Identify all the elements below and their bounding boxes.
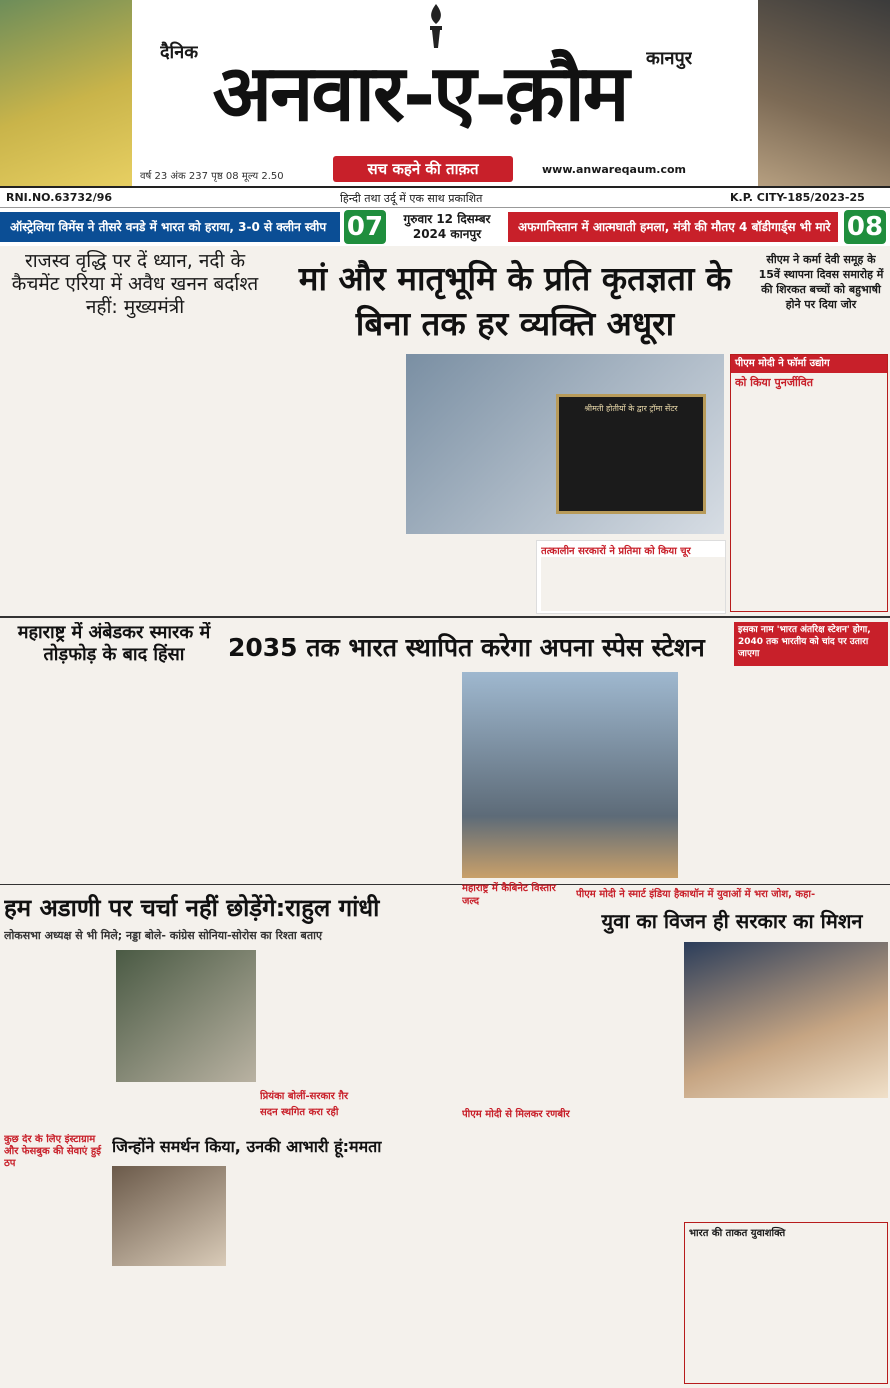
- ticker-left-page[interactable]: 07: [344, 210, 386, 244]
- story-mining-headline[interactable]: राजस्व वृद्धि पर दें ध्यान, नदी के कैचमेंट एरिया में अवैध खनन बर्दाश्त नहीं: मुख्यमंत्री: [11, 250, 259, 318]
- lead-photo: [406, 354, 724, 534]
- ticker-date: [392, 212, 502, 242]
- priyanka-kicker[interactable]: प्रियंका बोलीं-सरकार ग़ैर: [260, 1091, 349, 1102]
- plaque: श्रीमती होतीयों के द्वार ट्रॉमा सेंटर: [556, 394, 706, 514]
- rahul-headline[interactable]: हम अडाणी पर चर्चा नहीं छोड़ेंगे:राहुल गांधी: [4, 894, 380, 922]
- space-body-col2: [682, 672, 888, 878]
- ticker-right-page[interactable]: 08: [844, 210, 886, 244]
- yuvashakti-body: [689, 1241, 885, 1381]
- mamata-body-col2: [112, 1270, 226, 1384]
- dainik-label: दैनिक: [160, 42, 199, 63]
- rni-number: RNI.NO.63732/96: [6, 191, 113, 204]
- date-line-2: 2024 कानपुर: [412, 227, 482, 241]
- rahul-body-col3: [116, 1086, 256, 1128]
- priyanka-kicker-2[interactable]: सदन स्थगित करा रही: [260, 1107, 339, 1118]
- date-line-1: गुरुवार 12 दिसम्बर: [403, 212, 491, 226]
- hackathon-body-col1: [576, 942, 680, 1218]
- torch-logo-icon: [421, 2, 451, 50]
- lead-headline[interactable]: मां और मातृभूमि के प्रति कृतज्ञता के बिना तक हर व्यक्ति अधूरा: [298, 259, 732, 343]
- pratima-headline[interactable]: तत्कालीन सरकारों ने प्रतिमा को किया चूर: [541, 546, 691, 557]
- rocket-photo: [462, 672, 678, 878]
- masthead: [0, 0, 890, 186]
- modi-pharma-body: [735, 395, 885, 607]
- issue-info: वर्ष 23 अंक 237 पृष्ठ 08 मूल्य 2.50: [140, 171, 284, 182]
- hackathon-body-col3: [576, 1222, 680, 1384]
- mamata-photo: [112, 1166, 226, 1266]
- pratima-box: [536, 540, 726, 614]
- yuvashakti-headline[interactable]: भारत की ताकत युवाशक्ति: [689, 1228, 786, 1239]
- modi-pharma-kicker[interactable]: पीएम मोदी ने फॉर्मा उद्योग: [731, 355, 887, 373]
- tagline: सच कहने की ताक़त: [333, 156, 513, 182]
- pratima-body: [541, 557, 725, 611]
- ticker-left-headline[interactable]: ऑस्ट्रेलिया विमेंस ने तीसरे वनडे में भारत को हराया, 3-0 से क्लीन स्वीप: [0, 212, 340, 242]
- hackathon-body-col2: [684, 1102, 888, 1218]
- modi-photo: [684, 942, 888, 1098]
- mamata-body-col1: [230, 1166, 458, 1384]
- ranbir-body: [462, 1138, 572, 1384]
- hackathon-kicker[interactable]: पीएम मोदी ने स्मार्ट इंडिया हैकाथॉन में युवाओं में भरा जोश, कहा-: [576, 889, 816, 900]
- cabinet-body: [462, 914, 572, 1104]
- hackathon-headline[interactable]: युवा का विजन ही सरकार का मिशन: [601, 909, 863, 933]
- modi-pharma-headline[interactable]: को किया पुनर्जीवित: [735, 376, 814, 389]
- meta-body: [4, 1174, 108, 1384]
- lead-body-col1: [276, 354, 402, 612]
- maharashtra-body-col2: [118, 694, 224, 890]
- side-cm-headline[interactable]: सीएम ने कर्मा देवी समूह के 15वें स्थापना दिवस समारोह में की शिरकत बच्चों को बहुभाषी होने पर दिया जोर: [758, 253, 884, 311]
- maharashtra-headline[interactable]: महाराष्ट्र में अंबेडकर स्मारक में तोड़फोड़ के बाद हिंसा: [17, 622, 211, 665]
- yuvashakti-box: [684, 1222, 888, 1384]
- space-body-col1: [228, 672, 458, 878]
- section-divider-2: [0, 884, 890, 885]
- meta-headline[interactable]: कुछ देर के लिए इंस्टाग्राम और फेसबुक की सेवाएं हुई ठप: [4, 1134, 102, 1169]
- maharashtra-body-col1: [4, 694, 114, 890]
- registration-strip: [0, 186, 890, 208]
- rahul-body-col2: [260, 950, 450, 1082]
- kp-city-number: K.P. CITY-185/2023-25: [730, 191, 865, 204]
- rahul-photo: [116, 950, 256, 1082]
- rahul-subhead[interactable]: लोकसभा अध्यक्ष से भी मिले; नड्डा बोले- कांग्रेस सोनिया-सोरोस का रिश्ता बताए: [4, 929, 323, 942]
- ticker-bar: [0, 208, 890, 246]
- website-link[interactable]: www.anwareqaum.com: [542, 163, 686, 176]
- cabinet-headline[interactable]: महाराष्ट्र में कैबिनेट विस्तार जल्द: [462, 883, 556, 907]
- space-headline[interactable]: 2035 तक भारत स्थापित करेगा अपना स्पेस स्टेशन: [228, 633, 705, 662]
- space-side-kicker[interactable]: इसका नाम 'भारत अंतरिक्ष स्टेशन' होगा, 2040 तक भारतीय को चांद पर उतारा जाएगा: [734, 622, 888, 666]
- language-line: हिन्दी तथा उर्दू में एक साथ प्रकाशित: [340, 192, 483, 205]
- newspaper-title: अनवार-ए-क़ौम: [212, 48, 628, 139]
- modi-pharma-box: [730, 354, 888, 612]
- story-mining-body-col2: [138, 324, 266, 614]
- section-divider: [0, 616, 890, 618]
- portrait-photo: [758, 0, 890, 186]
- story-mining-body-col1: [4, 324, 134, 614]
- mamata-headline[interactable]: जिन्होंने समर्थन किया, उनकी आभारी हूं:ममता: [112, 1137, 382, 1156]
- rahul-body-col1: [4, 950, 112, 1128]
- ticker-right-headline[interactable]: अफगानिस्तान में आत्मघाती हमला, मंत्री की मौतए 4 बॉडीगार्ड्स भी मारे: [508, 212, 838, 242]
- sports-photo: [0, 0, 132, 186]
- ranbir-headline[interactable]: पीएम मोदी से मिलकर रणबीर: [462, 1109, 570, 1120]
- edition-city: कानपुर: [646, 48, 693, 69]
